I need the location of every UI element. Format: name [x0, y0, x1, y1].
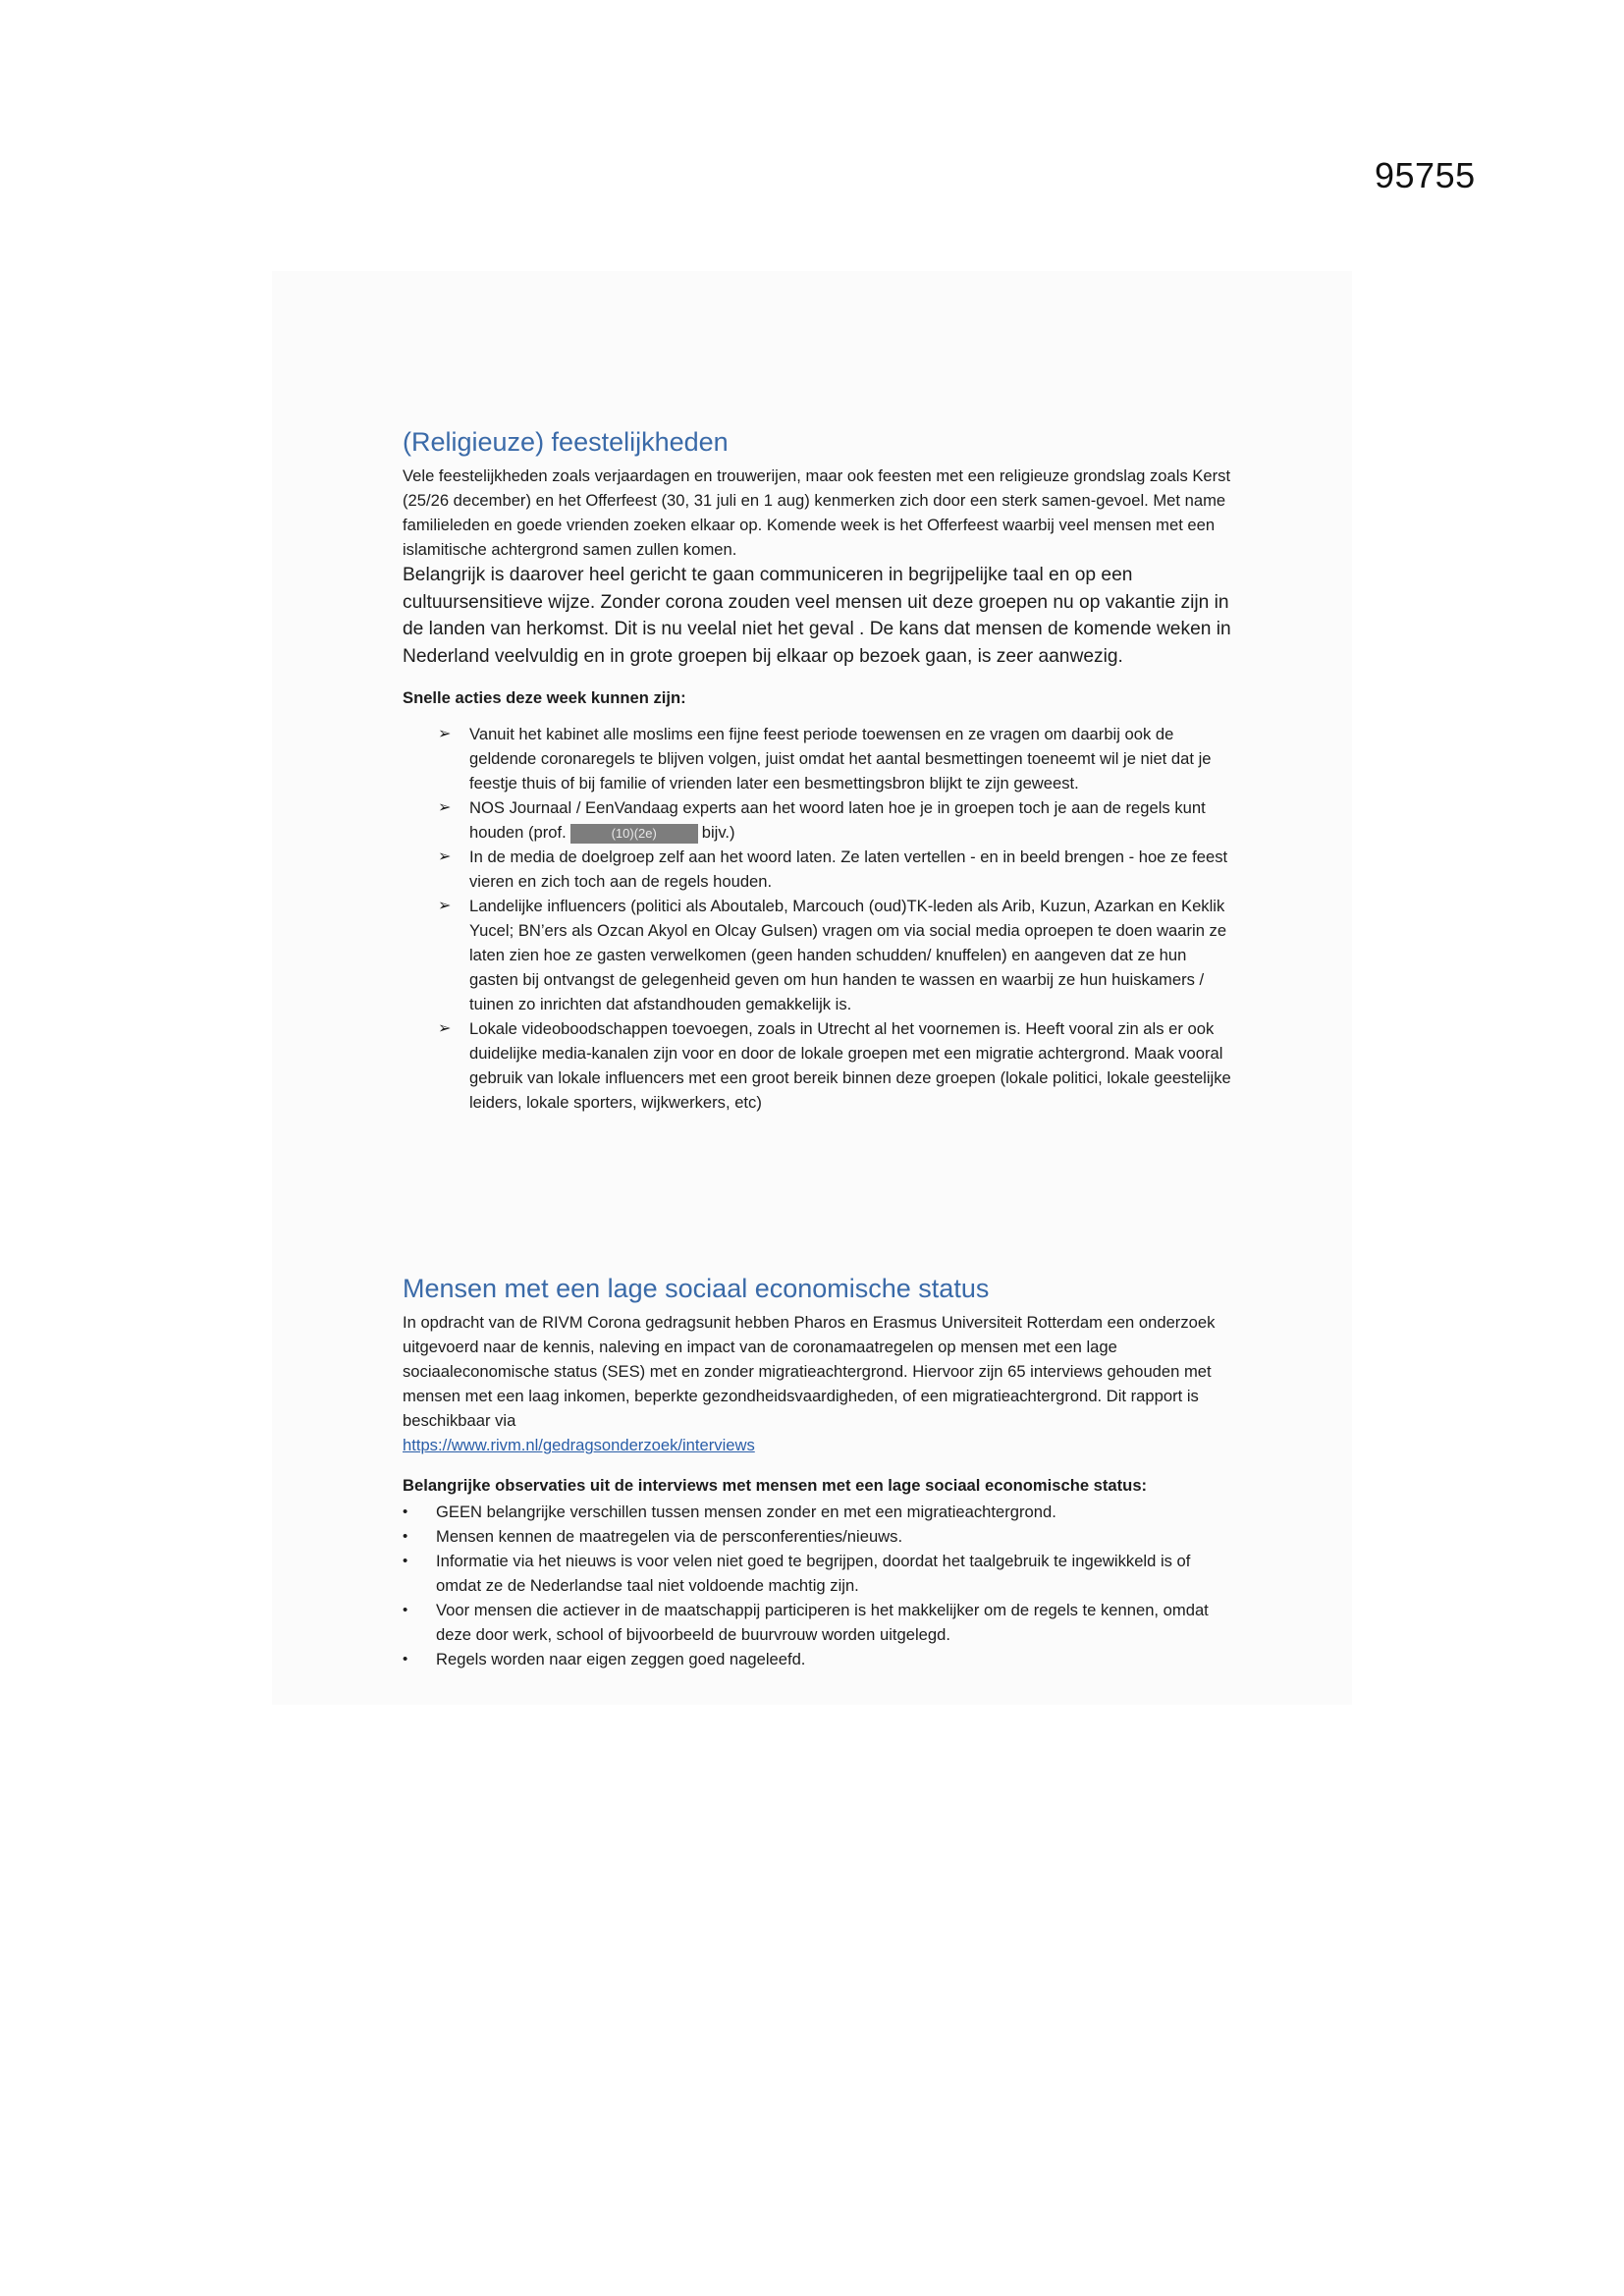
section-heading: (Religieuze) feestelijkheden: [403, 427, 729, 457]
research-paragraph: [403, 1310, 1237, 1457]
list-item: [403, 845, 1237, 894]
list-item: [403, 894, 1237, 1016]
document-number: 95755: [1375, 155, 1476, 195]
list-item: [403, 1647, 1237, 1671]
list-item: [403, 1549, 1237, 1598]
bullet-icon: •: [403, 1553, 408, 1570]
arrow-bullet-icon: ➢: [438, 898, 452, 915]
arrow-bullet-icon: ➢: [438, 726, 452, 743]
list-item: [403, 795, 1237, 845]
list-item-text: Informatie via het nieuws is voor velen niet goed te begrijpen, doordat het taalgebruik te ingewikkeld is of omdat ze de Nederlandse taal niet voldoende machtig zijn.: [436, 1552, 1191, 1596]
section-religious-festivities: [403, 426, 1237, 1115]
report-link[interactable]: https://www.rivm.nl/gedragsonderzoek/interviews: [403, 1436, 755, 1455]
section-heading: Mensen met een lage sociaal economische status: [403, 1274, 990, 1303]
list-item-text: Mensen kennen de maatregelen via de persconferenties/nieuws.: [436, 1527, 903, 1547]
actions-heading: Snelle acties deze week kunnen zijn:: [403, 688, 686, 708]
list-item-text: bijv.): [701, 823, 735, 843]
bullet-icon: •: [403, 1503, 408, 1521]
bullet-icon: •: [403, 1528, 408, 1546]
list-item-text: NOS Journaal / EenVandaag experts aan het woord laten hoe je in groepen toch je aan de regels kunt houden (prof.: [469, 798, 1206, 843]
list-item: [403, 1016, 1237, 1115]
list-item-text: Regels worden naar eigen zeggen goed nageleefd.: [436, 1650, 806, 1669]
arrow-bullet-icon: ➢: [438, 1020, 452, 1038]
redaction-block: (10)(2e): [570, 824, 698, 844]
section-low-ses: [403, 1273, 1237, 1671]
list-item-text: Vanuit het kabinet alle moslims een fijne feest periode toewensen en ze vragen om daarbij ook de geldende coronaregels te blijven volgen, juist omdat het aantal besmettingen toeneemt wil je niet dat je feestje thuis of bij familie of vrienden later een besmettingsbron blijkt te zijn geweest.: [469, 725, 1212, 793]
research-text: In opdracht van de RIVM Corona gedragsunit hebben Pharos en Erasmus Universiteit Rotterdam een onderzoek uitgevoerd naar de kennis, naleving en impact van de coronamaatregelen op mensen met een lage sociaaleconomische status (SES) met en zonder migratieachtergrond. Hiervoor zijn 65 interviews gehouden met mensen met een laag inkomen, beperkte gezondheidsvaardigheden, of een migratieachtergrond. Dit rapport is beschikbaar via: [403, 1313, 1216, 1431]
list-item-text: In de media de doelgroep zelf aan het woord laten. Ze laten vertellen - en in beeld brengen - hoe ze feest vieren en zich toch aan de regels houden.: [469, 847, 1228, 892]
list-item: [403, 1500, 1237, 1524]
actions-list: [403, 722, 1237, 1115]
communication-paragraph: Belangrijk is daarover heel gericht te gaan communiceren in begrijpelijke taal en op een cultuursensitieve wijze. Zonder corona zouden veel mensen uit deze groepen nu op vakantie zijn in de landen van herkomst. Dit is nu veelal niet het geval . De kans dat mensen de komende weken in Nederland veelvuldig en in grote groepen bij elkaar op bezoek gaan, is zeer aanwezig.: [403, 565, 1231, 667]
bullet-icon: •: [403, 1602, 408, 1619]
list-item-text: Landelijke influencers (politici als Aboutaleb, Marcouch (oud)TK-leden als Arib, Kuzun, Azarkan en Keklik Yucel; BN’ers als Ozcan Akyol en Olcay Gulsen) vragen om via social media oproepen te doen waarin ze laten zien hoe ze gasten verwelkomen (geen handen schudden/ knuffelen) en aangeven dat ze hun gasten bij ontvangst de gelegenheid geven om hun handen te wassen en waarbij ze hun huiskamers / tuinen zo inrichten dat afstandhouden gemakkelijk is.: [469, 897, 1227, 1014]
list-item-text: GEEN belangrijke verschillen tussen mensen zonder en met een migratieachtergrond.: [436, 1503, 1056, 1522]
intro-paragraph: Vele feestelijkheden zoals verjaardagen en trouwerijen, maar ook feesten met een religieuze grondslag zoals Kerst (25/26 december) en het Offerfeest (30, 31 juli en 1 aug) kenmerken zich door een sterk samen-gevoel. Met name familieleden en goede vrienden zoeken elkaar op. Komende week is het Offerfeest waarbij veel mensen met een islamitische achtergrond samen zullen komen.: [403, 466, 1231, 560]
bullet-icon: •: [403, 1651, 408, 1668]
list-item: [403, 722, 1237, 795]
list-item-text: Lokale videoboodschappen toevoegen, zoals in Utrecht al het voornemen is. Heeft vooral zin als er ook duidelijke media-kanalen zijn voor en door de lokale groepen met een migratie achtergrond. Maak vooral gebruik van lokale influencers met een groot bereik binnen deze groepen (lokale politici, lokale geestelijke leiders, lokale sporters, wijkwerkers, etc): [469, 1019, 1231, 1113]
list-item-text: Voor mensen die actiever in de maatschappij participeren is het makkelijker om de regels te kennen, omdat deze door werk, school of bijvoorbeeld de buurvrouw worden uitgelegd.: [436, 1601, 1209, 1645]
arrow-bullet-icon: ➢: [438, 799, 452, 817]
list-item: [403, 1598, 1237, 1647]
observations-heading: Belangrijke observaties uit de interviews met mensen met een lage sociaal economische status:: [403, 1476, 1148, 1496]
observations-list: [403, 1500, 1237, 1671]
list-item: [403, 1524, 1237, 1549]
arrow-bullet-icon: ➢: [438, 848, 452, 866]
